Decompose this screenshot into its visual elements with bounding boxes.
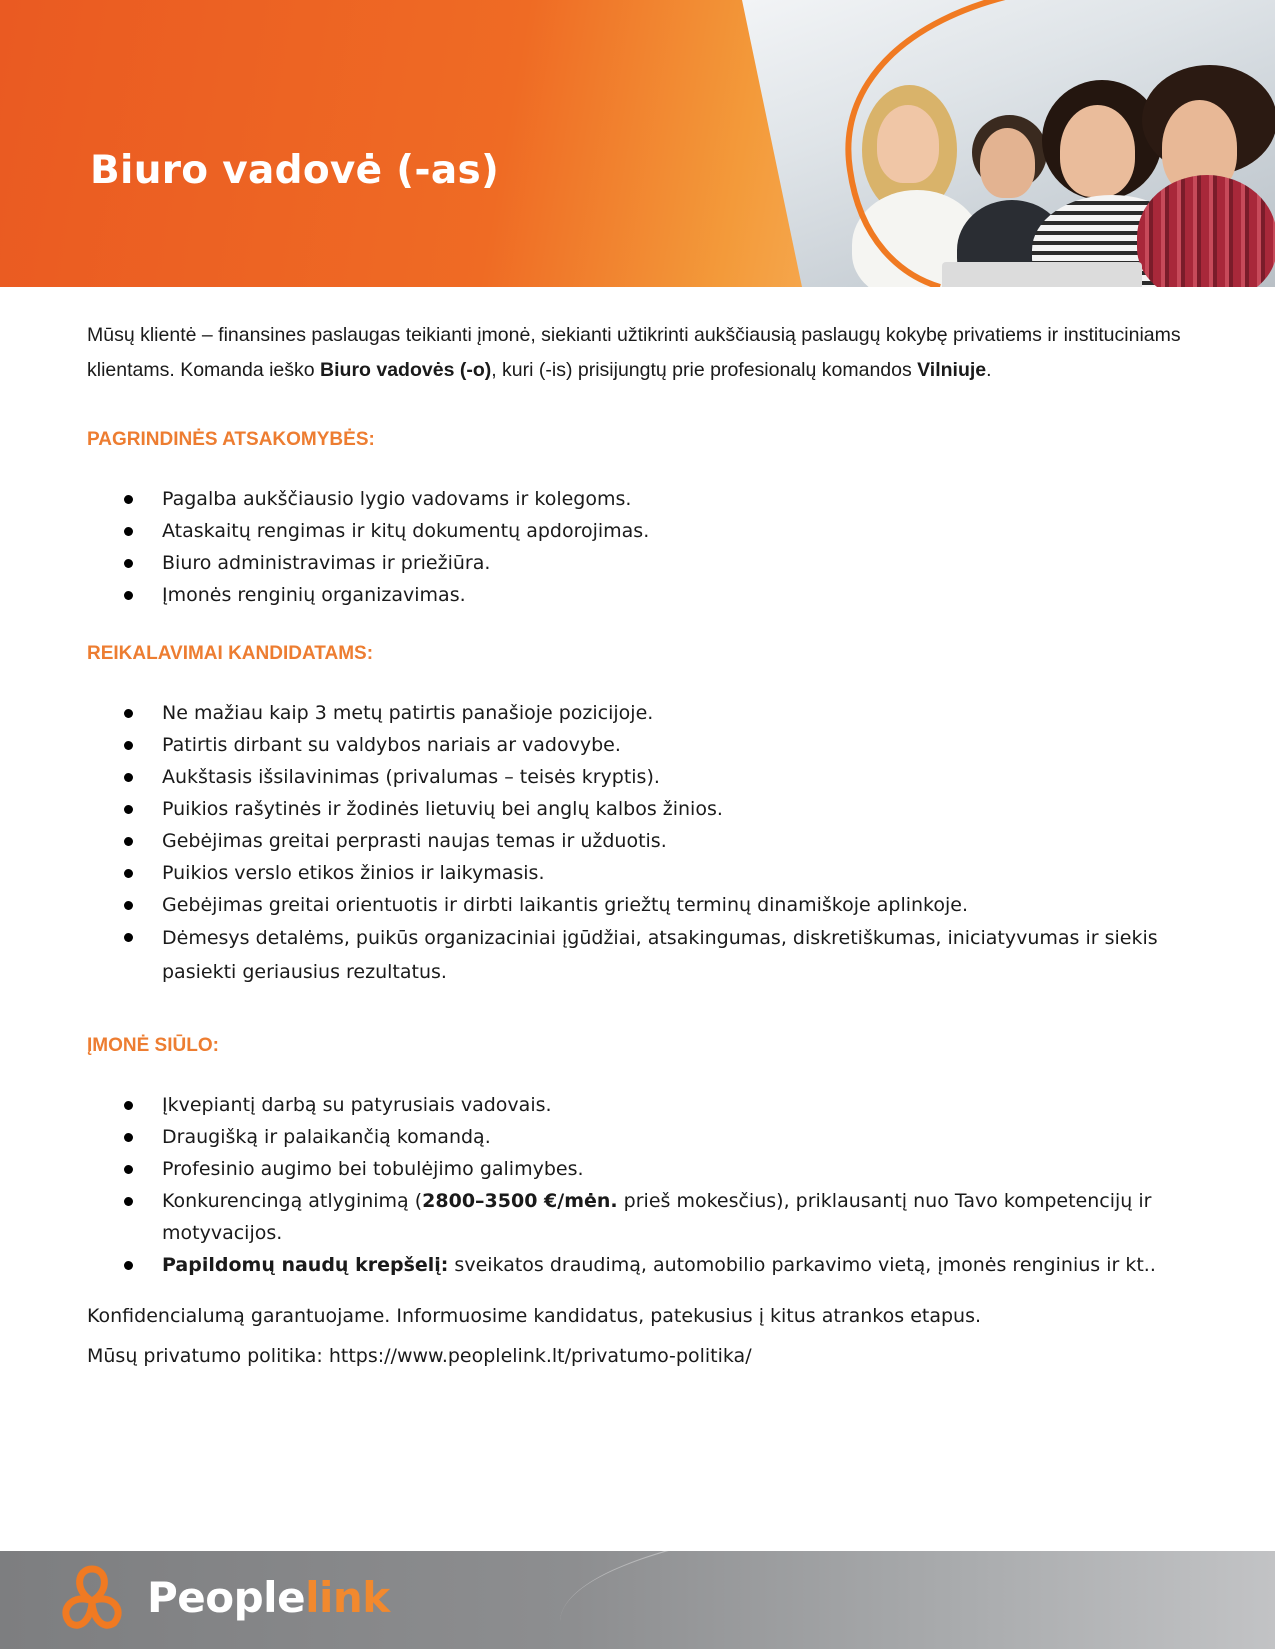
header-banner <box>0 0 1275 287</box>
bullet-icon <box>124 527 133 536</box>
list-item: Profesinio augimo bei tobulėjimo galimybes. <box>87 1153 1222 1185</box>
list-item: Puikios verslo etikos žinios ir laikymasis. <box>87 857 1222 889</box>
list-item: Papildomų naudų krepšelį: sveikatos draudimą, automobilio parkavimo vietą, įmonės renginius ir kt.. <box>87 1249 1222 1281</box>
bullet-icon <box>124 837 133 846</box>
list-item: Puikios rašytinės ir žodinės lietuvių bei anglų kalbos žinios. <box>87 793 1222 825</box>
bullet-icon <box>124 901 133 910</box>
confidentiality-note: Konfidencialumą garantuojame. Informuosime kandidatus, patekusius į kitus atrankos etapus. <box>87 1305 982 1327</box>
bullet-icon <box>124 709 133 718</box>
page-title: Biuro vadovė (-as) <box>90 148 500 193</box>
privacy-policy-link[interactable]: Mūsų privatumo politika: https://www.peoplelink.lt/privatumo-politika/ <box>87 1345 752 1367</box>
bullet-icon <box>124 773 133 782</box>
bullet-icon <box>124 1133 133 1142</box>
peoplelink-logo-text: Peoplelink <box>147 1573 390 1622</box>
list-item: Gebėjimas greitai orientuotis ir dirbti laikantis griežtų terminų dinamiškoje aplinkoje. <box>87 889 1222 921</box>
bullet-icon <box>124 869 133 878</box>
footer-bar <box>0 1551 1275 1649</box>
responsibilities-list <box>87 483 1222 611</box>
bullet-icon <box>124 1165 133 1174</box>
requirements-heading: REIKALAVIMAI KANDIDATAMS: <box>87 643 374 664</box>
list-item: Dėmesys detalėms, puikūs organizaciniai įgūdžiai, atsakingumas, diskretiškumas, iniciatyvumas ir siekis pasiekti geriausius rezultatus. <box>87 921 1222 989</box>
list-item: Biuro administravimas ir priežiūra. <box>87 547 1222 579</box>
peoplelink-logo-icon <box>52 1561 132 1641</box>
intro-paragraph: Mūsų klientė – finansines paslaugas teikianti įmonė, siekianti užtikrinti aukščiausią paslaugų kokybę privatiems ir instituciniams klientams. Komanda ieško Biuro vadovės (-o), kuri (-is) prisijungtų prie profesionalų komandos Vilniuje. <box>87 324 1181 381</box>
list-item: Gebėjimas greitai perprasti naujas temas ir užduotis. <box>87 825 1222 857</box>
bullet-icon <box>124 591 133 600</box>
bullet-icon <box>124 933 133 942</box>
list-item: Konkurencingą atlyginimą (2800–3500 €/mėn. prieš mokesčius), priklausantį nuo Tavo kompetencijų ir motyvacijos. <box>87 1185 1222 1249</box>
offers-heading: ĮMONĖ SIŪLO: <box>87 1035 219 1056</box>
responsibilities-heading: PAGRINDINĖS ATSAKOMYBĖS: <box>87 429 375 450</box>
list-item: Pagalba aukščiausio lygio vadovams ir kolegoms. <box>87 483 1222 515</box>
list-item: Įkvepiantį darbą su patyrusiais vadovais. <box>87 1089 1222 1121</box>
bullet-icon <box>124 559 133 568</box>
list-item: Ne mažiau kaip 3 metų patirtis panašioje pozicijoje. <box>87 697 1222 729</box>
bullet-icon <box>124 495 133 504</box>
footer-wave <box>560 1551 1275 1649</box>
list-item: Aukštasis išsilavinimas (privalumas – teisės kryptis). <box>87 761 1222 793</box>
bullet-icon <box>124 1101 133 1110</box>
bullet-icon <box>124 741 133 750</box>
bullet-icon <box>124 805 133 814</box>
list-item: Draugišką ir palaikančią komandą. <box>87 1121 1222 1153</box>
list-item: Patirtis dirbant su valdybos nariais ar vadovybe. <box>87 729 1222 761</box>
list-item: Įmonės renginių organizavimas. <box>87 579 1222 611</box>
bullet-icon <box>124 1261 133 1270</box>
job-content <box>87 318 1222 1373</box>
offers-list <box>87 1089 1222 1281</box>
decorative-arc <box>0 0 1275 287</box>
list-item: Ataskaitų rengimas ir kitų dokumentų apdorojimas. <box>87 515 1222 547</box>
bullet-icon <box>124 1197 133 1206</box>
requirements-list <box>87 697 1222 989</box>
